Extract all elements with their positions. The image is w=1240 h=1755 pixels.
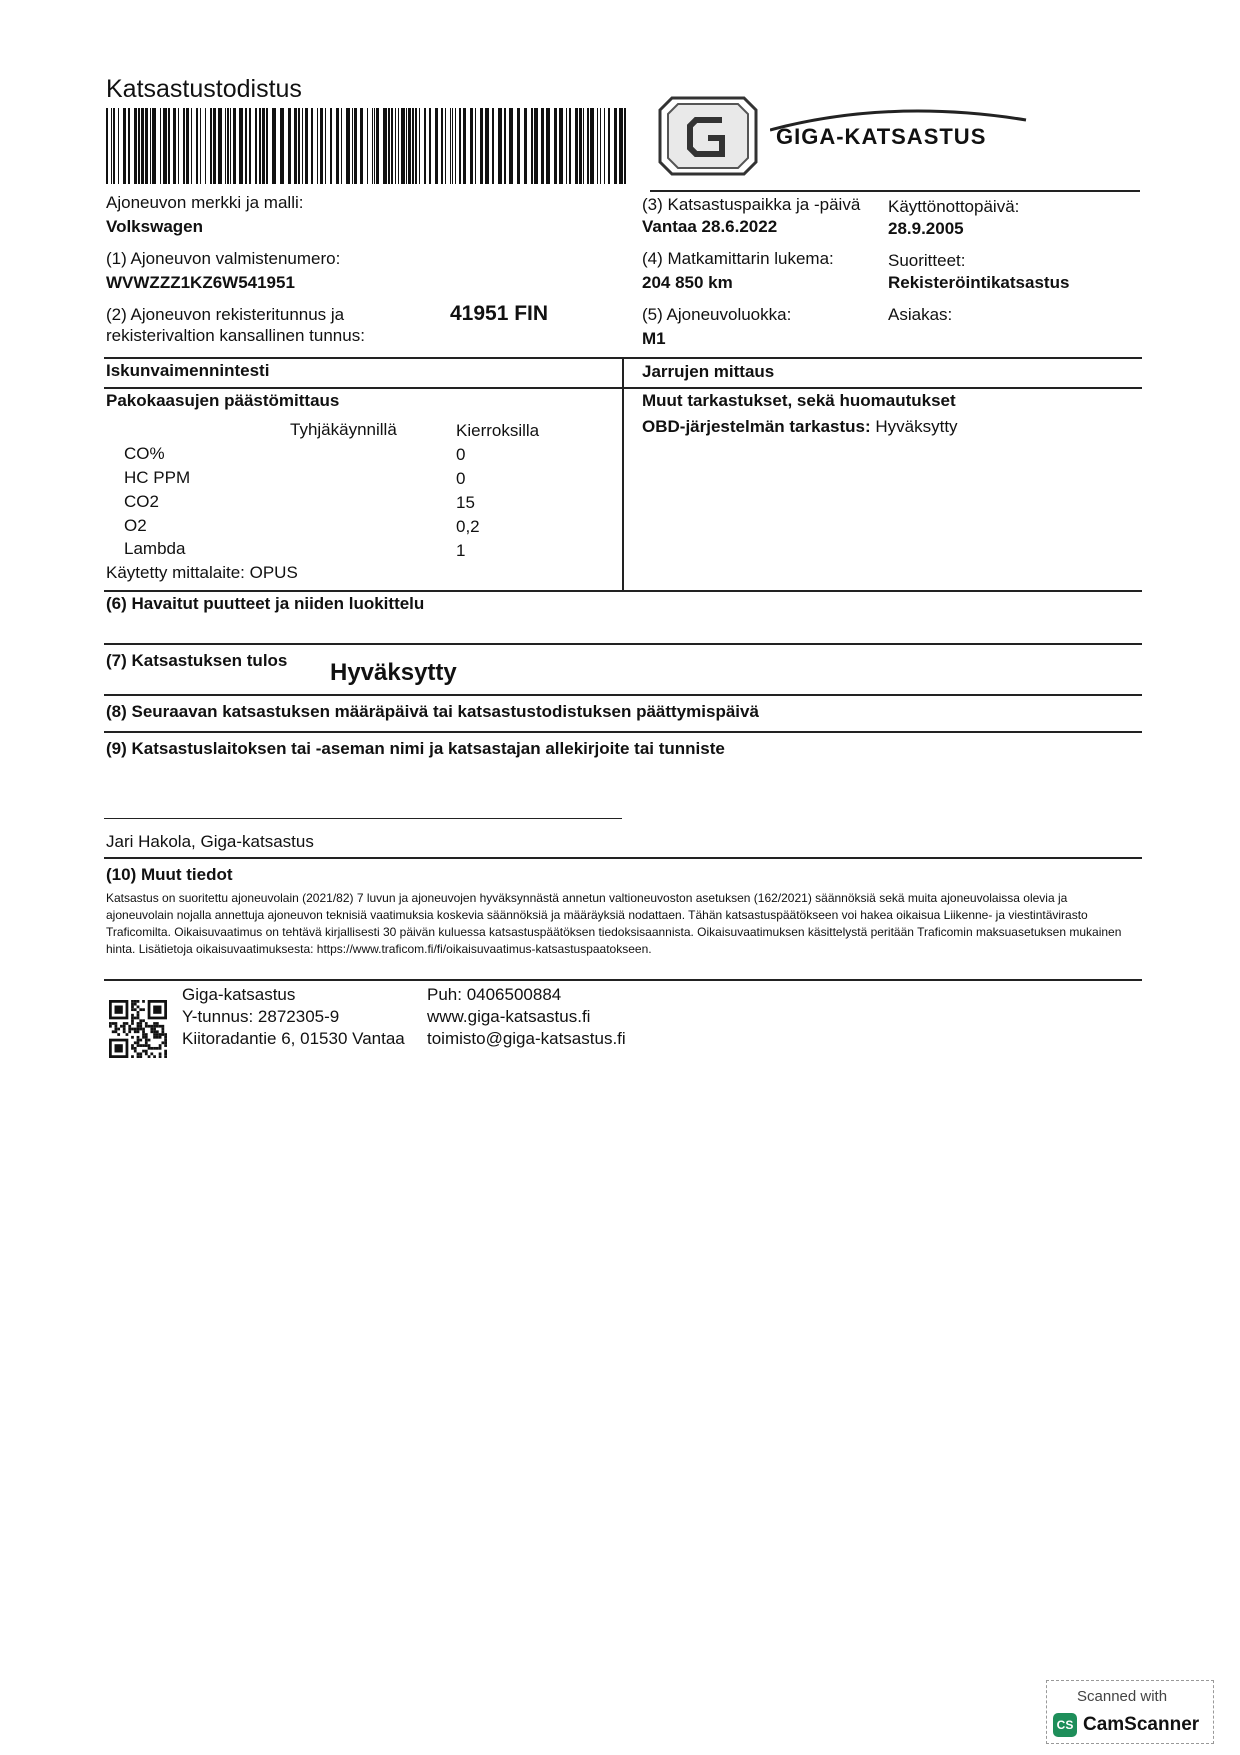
divider [104, 979, 1142, 981]
reg-label-line2: rekisterivaltion kansallinen tunnus: [106, 326, 365, 345]
divider [104, 643, 1142, 645]
column-divider [622, 357, 624, 591]
class-value: M1 [642, 329, 666, 348]
emissions-heading: Pakokaasujen päästömittaus [106, 391, 340, 410]
emission-row-name: CO% [124, 444, 165, 463]
camscanner-logo-icon: CS [1053, 1713, 1077, 1737]
divider [104, 857, 1142, 859]
emission-row-value: 0,2 [456, 517, 480, 536]
other-info-heading: (10) Muut tiedot [106, 865, 233, 884]
emission-row-value: 15 [456, 493, 475, 512]
emission-row-value: 0 [456, 445, 466, 464]
footer-website: www.giga-katsastus.fi [427, 1007, 591, 1026]
first-use-value: 28.9.2005 [888, 219, 964, 238]
obd-check-label: OBD-järjestelmän tarkastus: [642, 417, 871, 436]
watermark-line1: Scanned with [1077, 1688, 1168, 1705]
footer-business-id: Y-tunnus: 2872305-9 [182, 1007, 340, 1026]
emission-row-name: O2 [124, 516, 147, 535]
result-value: Hyväksytty [330, 659, 457, 686]
emission-row-name: HC PPM [124, 468, 191, 487]
qr-code-icon [108, 1000, 168, 1058]
footer-email: toimisto@giga-katsastus.fi [427, 1029, 626, 1048]
odometer-label: (4) Matkamittarin lukema: [642, 249, 834, 268]
footer-address: Kiitoradantie 6, 01530 Vantaa [182, 1029, 405, 1048]
inspector-name: Jari Hakola, Giga-katsastus [106, 832, 314, 851]
next-inspection-heading: (8) Seuraavan katsastuksen määräpäivä tai katsastustodistuksen päättymispäivä [106, 702, 759, 721]
document-title: Katsastustodistus [106, 75, 302, 103]
emission-row-value: 1 [456, 541, 466, 560]
other-info-text: Katsastus on suoritettu ajoneuvolain (2021/82) 7 luvun ja ajoneuvojen hyväksynnästä annetun valtioneuvoston asetuksen (162/2021) säännöksiä sekä muita ajoneuvolaissa olevia ja ajoneuvolain nojalla annettuja ajoneuvon teknisiä vaatimuksia koskevia säännöksiä ja määräyksiä nodattaen. Tähän katsastuspäätökseen voi hakea oikaisua Liikenne- ja viestintävirasto Traficomilta. Oikaisuvaatimus on tehtävä kirjallisesti 30 päivän kuluessa katsastuspäätöksen tiedoksisaannista. Oikaisuvaatimuksen käsittelystä peritään Traficomin maksuasetuksen mukainen hinta. Lisätietoja oikaisuvaatimuksesta: https://www.traficom.fi/fi/oikaisuvaatimus-katsastuspaatokseen. [106, 891, 1122, 956]
emissions-col-idle: Tyhjäkäynnillä [290, 420, 397, 439]
reg-label-line1: (2) Ajoneuvon rekisteritunnus ja [106, 305, 345, 324]
emissions-col-rpm: Kierroksilla [456, 421, 540, 440]
divider [104, 590, 1142, 592]
divider [104, 694, 1142, 696]
measurement-device: Käytetty mittalaite: OPUS [106, 563, 298, 582]
divider [104, 731, 1142, 733]
customer-label: Asiakas: [888, 305, 953, 324]
vin-value: WVWZZZ1KZ6W541951 [106, 273, 295, 292]
result-label: (7) Katsastuksen tulos [106, 651, 288, 670]
defects-heading: (6) Havaitut puutteet ja niiden luokittelu [106, 594, 425, 613]
place-label: (3) Katsastuspaikka ja -päivä [642, 195, 861, 214]
first-use-label: Käyttönottopäivä: [888, 197, 1020, 216]
performed-value: Rekisteröintikatsastus [888, 273, 1070, 292]
make-label: Ajoneuvon merkki ja malli: [106, 193, 304, 212]
scanner-watermark [1046, 1680, 1214, 1744]
emission-row-value: 0 [456, 469, 466, 488]
logo-g-icon [652, 96, 762, 176]
reg-value: 41951 FIN [450, 302, 549, 325]
divider [650, 190, 1140, 192]
station-heading: (9) Katsastuslaitoksen tai -aseman nimi ja katsastajan allekirjoite tai tunniste [106, 739, 725, 758]
obd-check [642, 417, 958, 437]
obd-check-value: Hyväksytty [875, 417, 958, 436]
other-checks-heading: Muut tarkastukset, sekä huomautukset [642, 391, 956, 410]
logo-wordmark: GIGA-KATSASTUS [776, 124, 987, 149]
emission-row-name: Lambda [124, 539, 186, 558]
watermark-line2: CamScanner [1083, 1714, 1200, 1735]
footer-company: Giga-katsastus [182, 985, 296, 1004]
vin-label: (1) Ajoneuvon valmistenumero: [106, 249, 341, 268]
class-label: (5) Ajoneuvoluokka: [642, 305, 792, 324]
shock-test-heading: Iskunvaimennintesti [106, 361, 270, 380]
performed-label: Suoritteet: [888, 251, 966, 270]
signature-line [104, 818, 622, 819]
place-value: Vantaa 28.6.2022 [642, 217, 778, 236]
barcode-icon [106, 108, 628, 184]
footer-phone: Puh: 0406500884 [427, 985, 562, 1004]
brake-measurement-heading: Jarrujen mittaus [642, 362, 775, 381]
make-value: Volkswagen [106, 217, 203, 236]
odometer-value: 204 850 km [642, 273, 733, 292]
emission-row-name: CO2 [124, 492, 159, 511]
